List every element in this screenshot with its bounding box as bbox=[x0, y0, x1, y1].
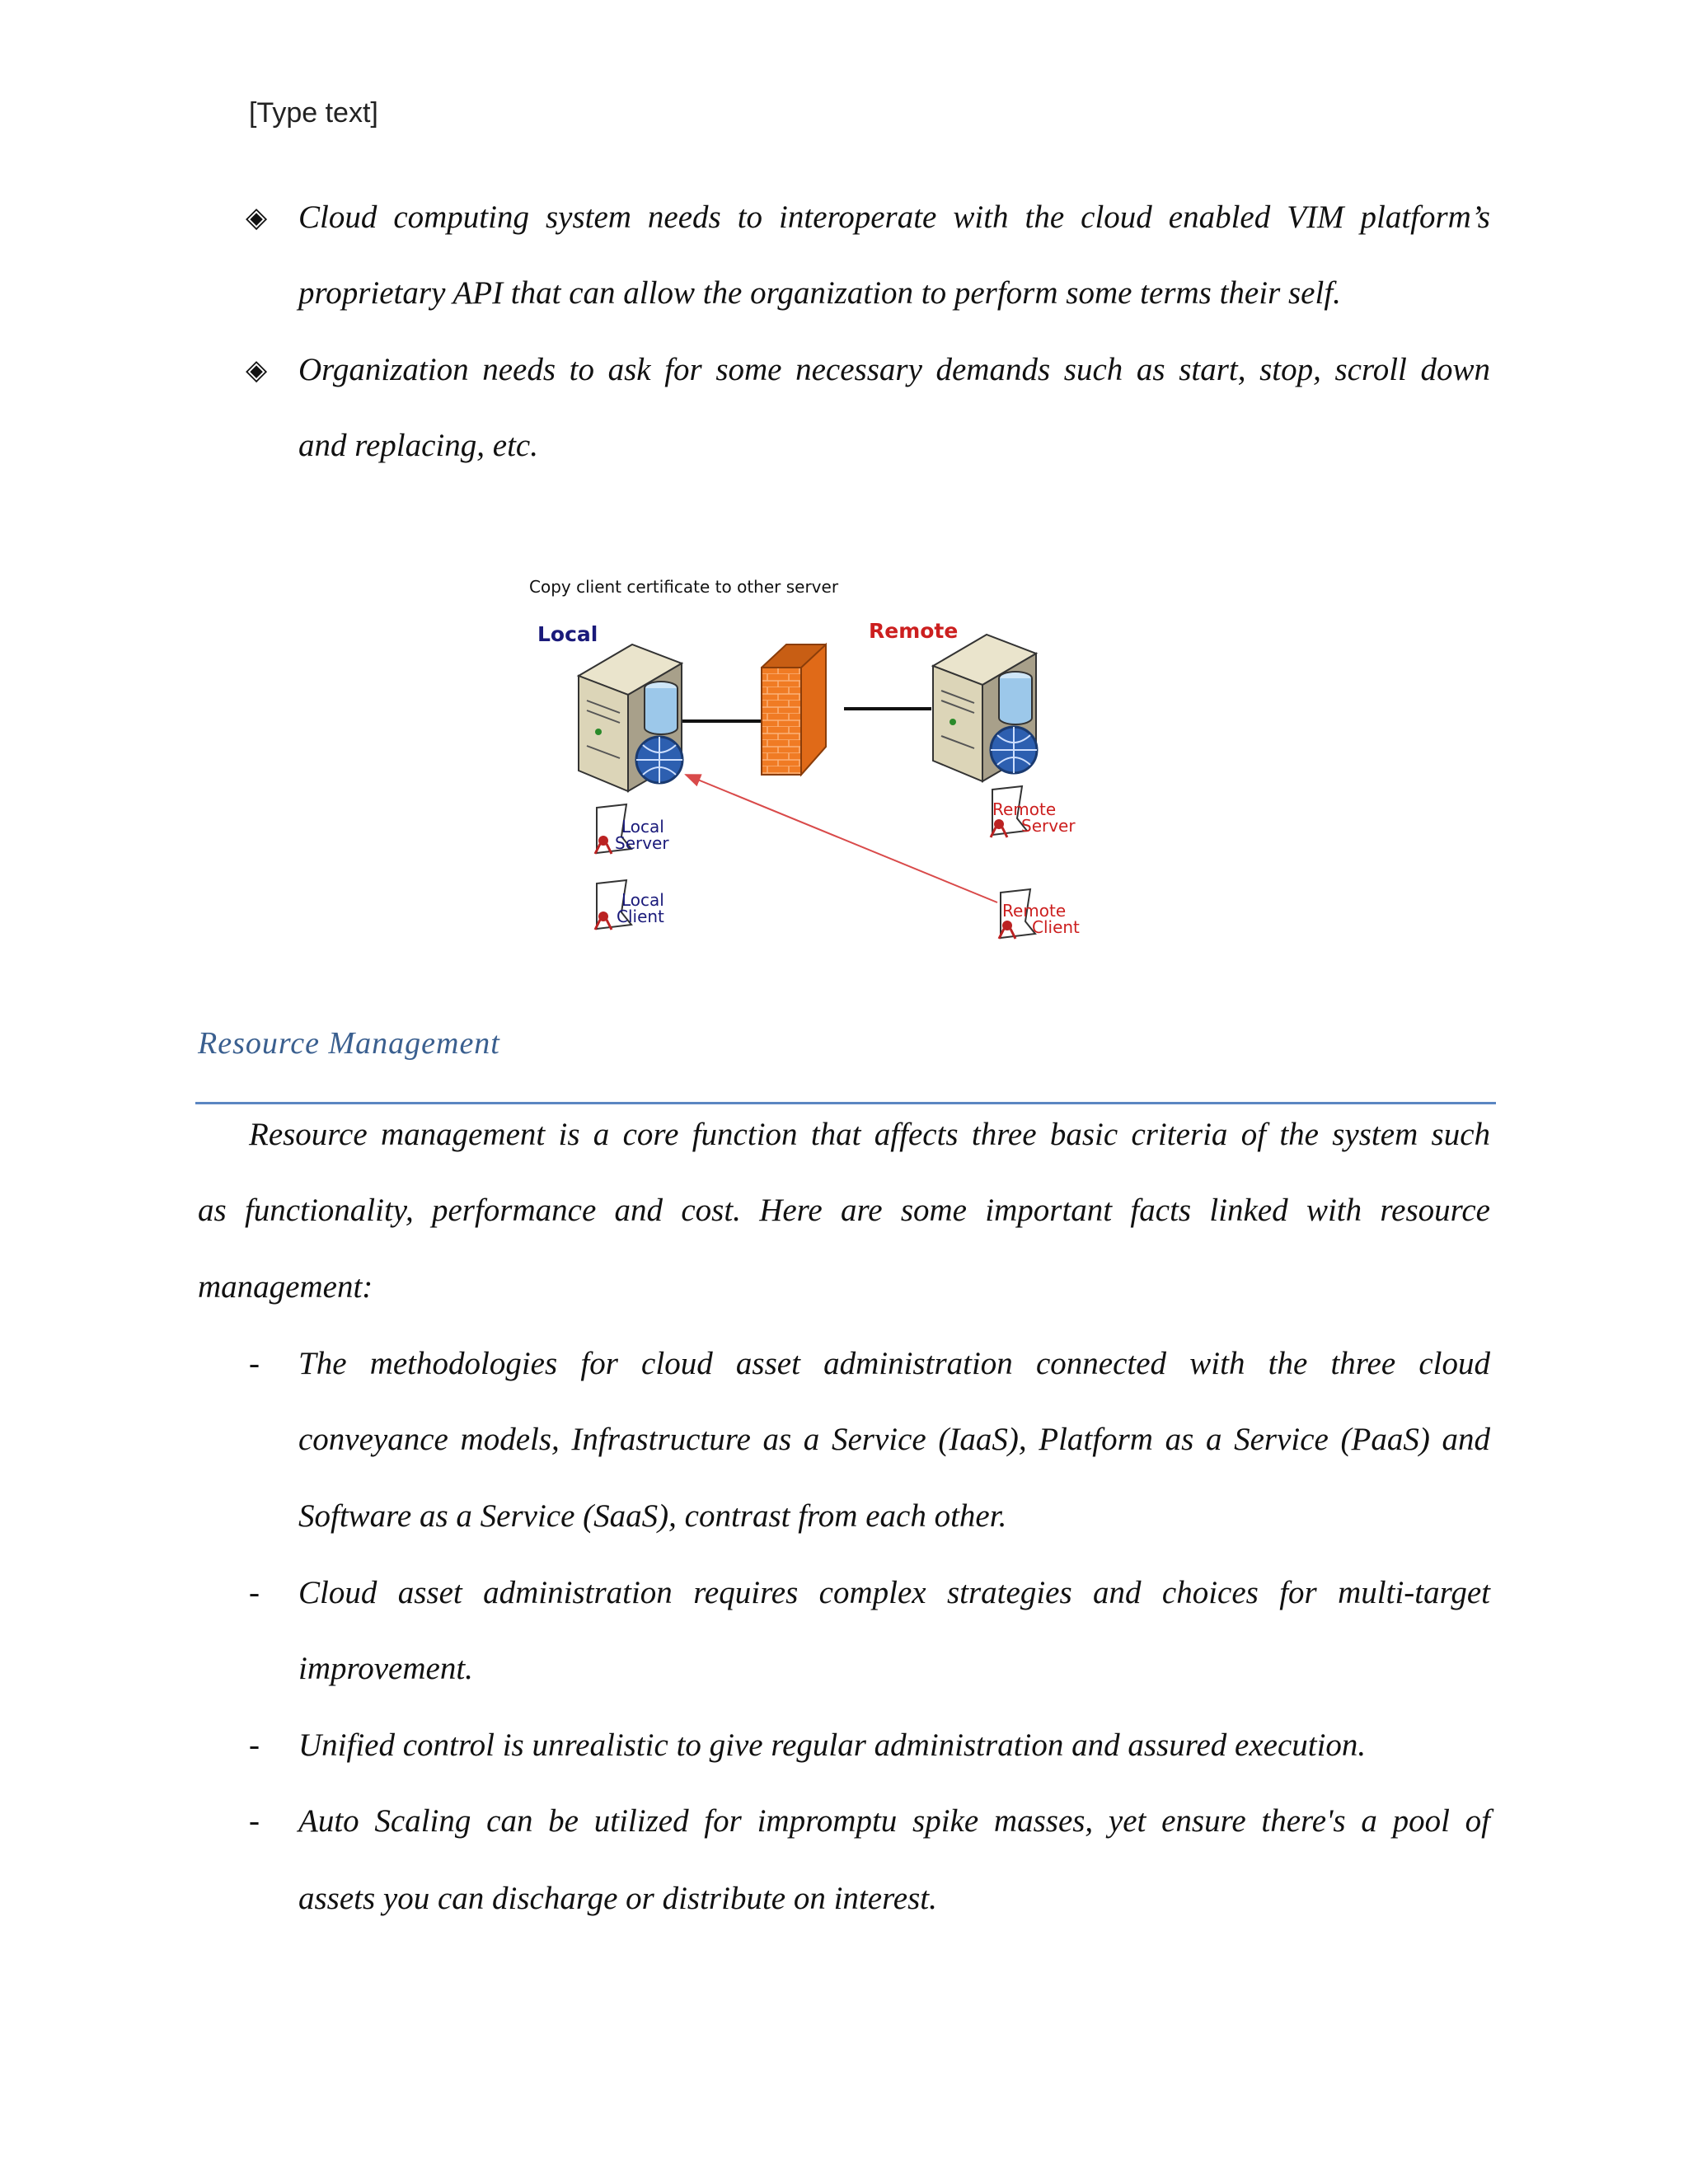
dash-bullet: - bbox=[249, 1575, 260, 1610]
paragraph-line: as functionality, performance and cost. Here are some important facts linked with resource bbox=[198, 1193, 1490, 1228]
paragraph-line: management: bbox=[198, 1269, 373, 1305]
dash-bullet: - bbox=[249, 1803, 260, 1839]
bullet-line: and replacing, etc. bbox=[298, 428, 538, 463]
section-heading: Resource Management bbox=[198, 1026, 500, 1061]
local-label: Local bbox=[537, 622, 598, 646]
list-item-line: Unified control is unrealistic to give regular administration and assured execution. bbox=[298, 1727, 1367, 1763]
figure-caption: Copy client certificate to other server bbox=[529, 577, 839, 597]
list-item-line: Cloud asset administration requires complex strategies and choices for multi-target bbox=[298, 1575, 1490, 1610]
diamond-bullet-icon: ◈ bbox=[246, 201, 268, 234]
paragraph-line: Resource management is a core function that affects three basic criteria of the system such bbox=[249, 1117, 1490, 1152]
remote-client-cert-label: Client bbox=[1032, 917, 1080, 937]
local-client-cert-label: Local bbox=[621, 890, 664, 910]
copy-arrow bbox=[686, 775, 997, 902]
list-item-line: assets you can discharge or distribute on interest. bbox=[298, 1881, 937, 1916]
heading-rule bbox=[195, 1102, 1496, 1104]
list-item-line: Software as a Service (SaaS), contrast from each other. bbox=[298, 1498, 1007, 1534]
remote-client-cert-label: Remote bbox=[1002, 901, 1067, 921]
local-server-cert-label: Server bbox=[615, 833, 669, 853]
remote-server-icon bbox=[933, 635, 1037, 781]
dash-bullet: - bbox=[249, 1727, 260, 1763]
bullet-line: proprietary API that can allow the organization to perform some terms their self. bbox=[298, 275, 1341, 311]
local-server-cert-label: Local bbox=[621, 817, 664, 837]
local-client-cert-label: Client bbox=[617, 907, 664, 926]
remote-server-cert-label: Remote bbox=[992, 799, 1057, 819]
list-item-line: Auto Scaling can be utilized for impromptu spike masses, yet ensure there's a pool of bbox=[298, 1803, 1490, 1839]
list-item-line: improvement. bbox=[298, 1651, 473, 1686]
firewall-icon bbox=[762, 644, 826, 775]
bullet-line: Organization needs to ask for some necessary demands such as start, stop, scroll down bbox=[298, 352, 1490, 387]
list-item-line: conveyance models, Infrastructure as a Service (IaaS), Platform as a Service (PaaS) and bbox=[298, 1422, 1490, 1457]
certificate-diagram bbox=[521, 569, 1345, 964]
diamond-bullet-icon: ◈ bbox=[246, 354, 268, 387]
local-server-icon bbox=[579, 644, 682, 791]
remote-label: Remote bbox=[869, 619, 959, 643]
dash-bullet: - bbox=[249, 1346, 260, 1381]
header-placeholder: [Type text] bbox=[249, 97, 378, 129]
diagram-svg bbox=[521, 569, 1345, 964]
remote-server-cert-label: Server bbox=[1021, 816, 1076, 836]
bullet-line: Cloud computing system needs to interoperate with the cloud enabled VIM platform’s bbox=[298, 199, 1490, 235]
list-item-line: The methodologies for cloud asset administration connected with the three cloud bbox=[298, 1346, 1490, 1381]
